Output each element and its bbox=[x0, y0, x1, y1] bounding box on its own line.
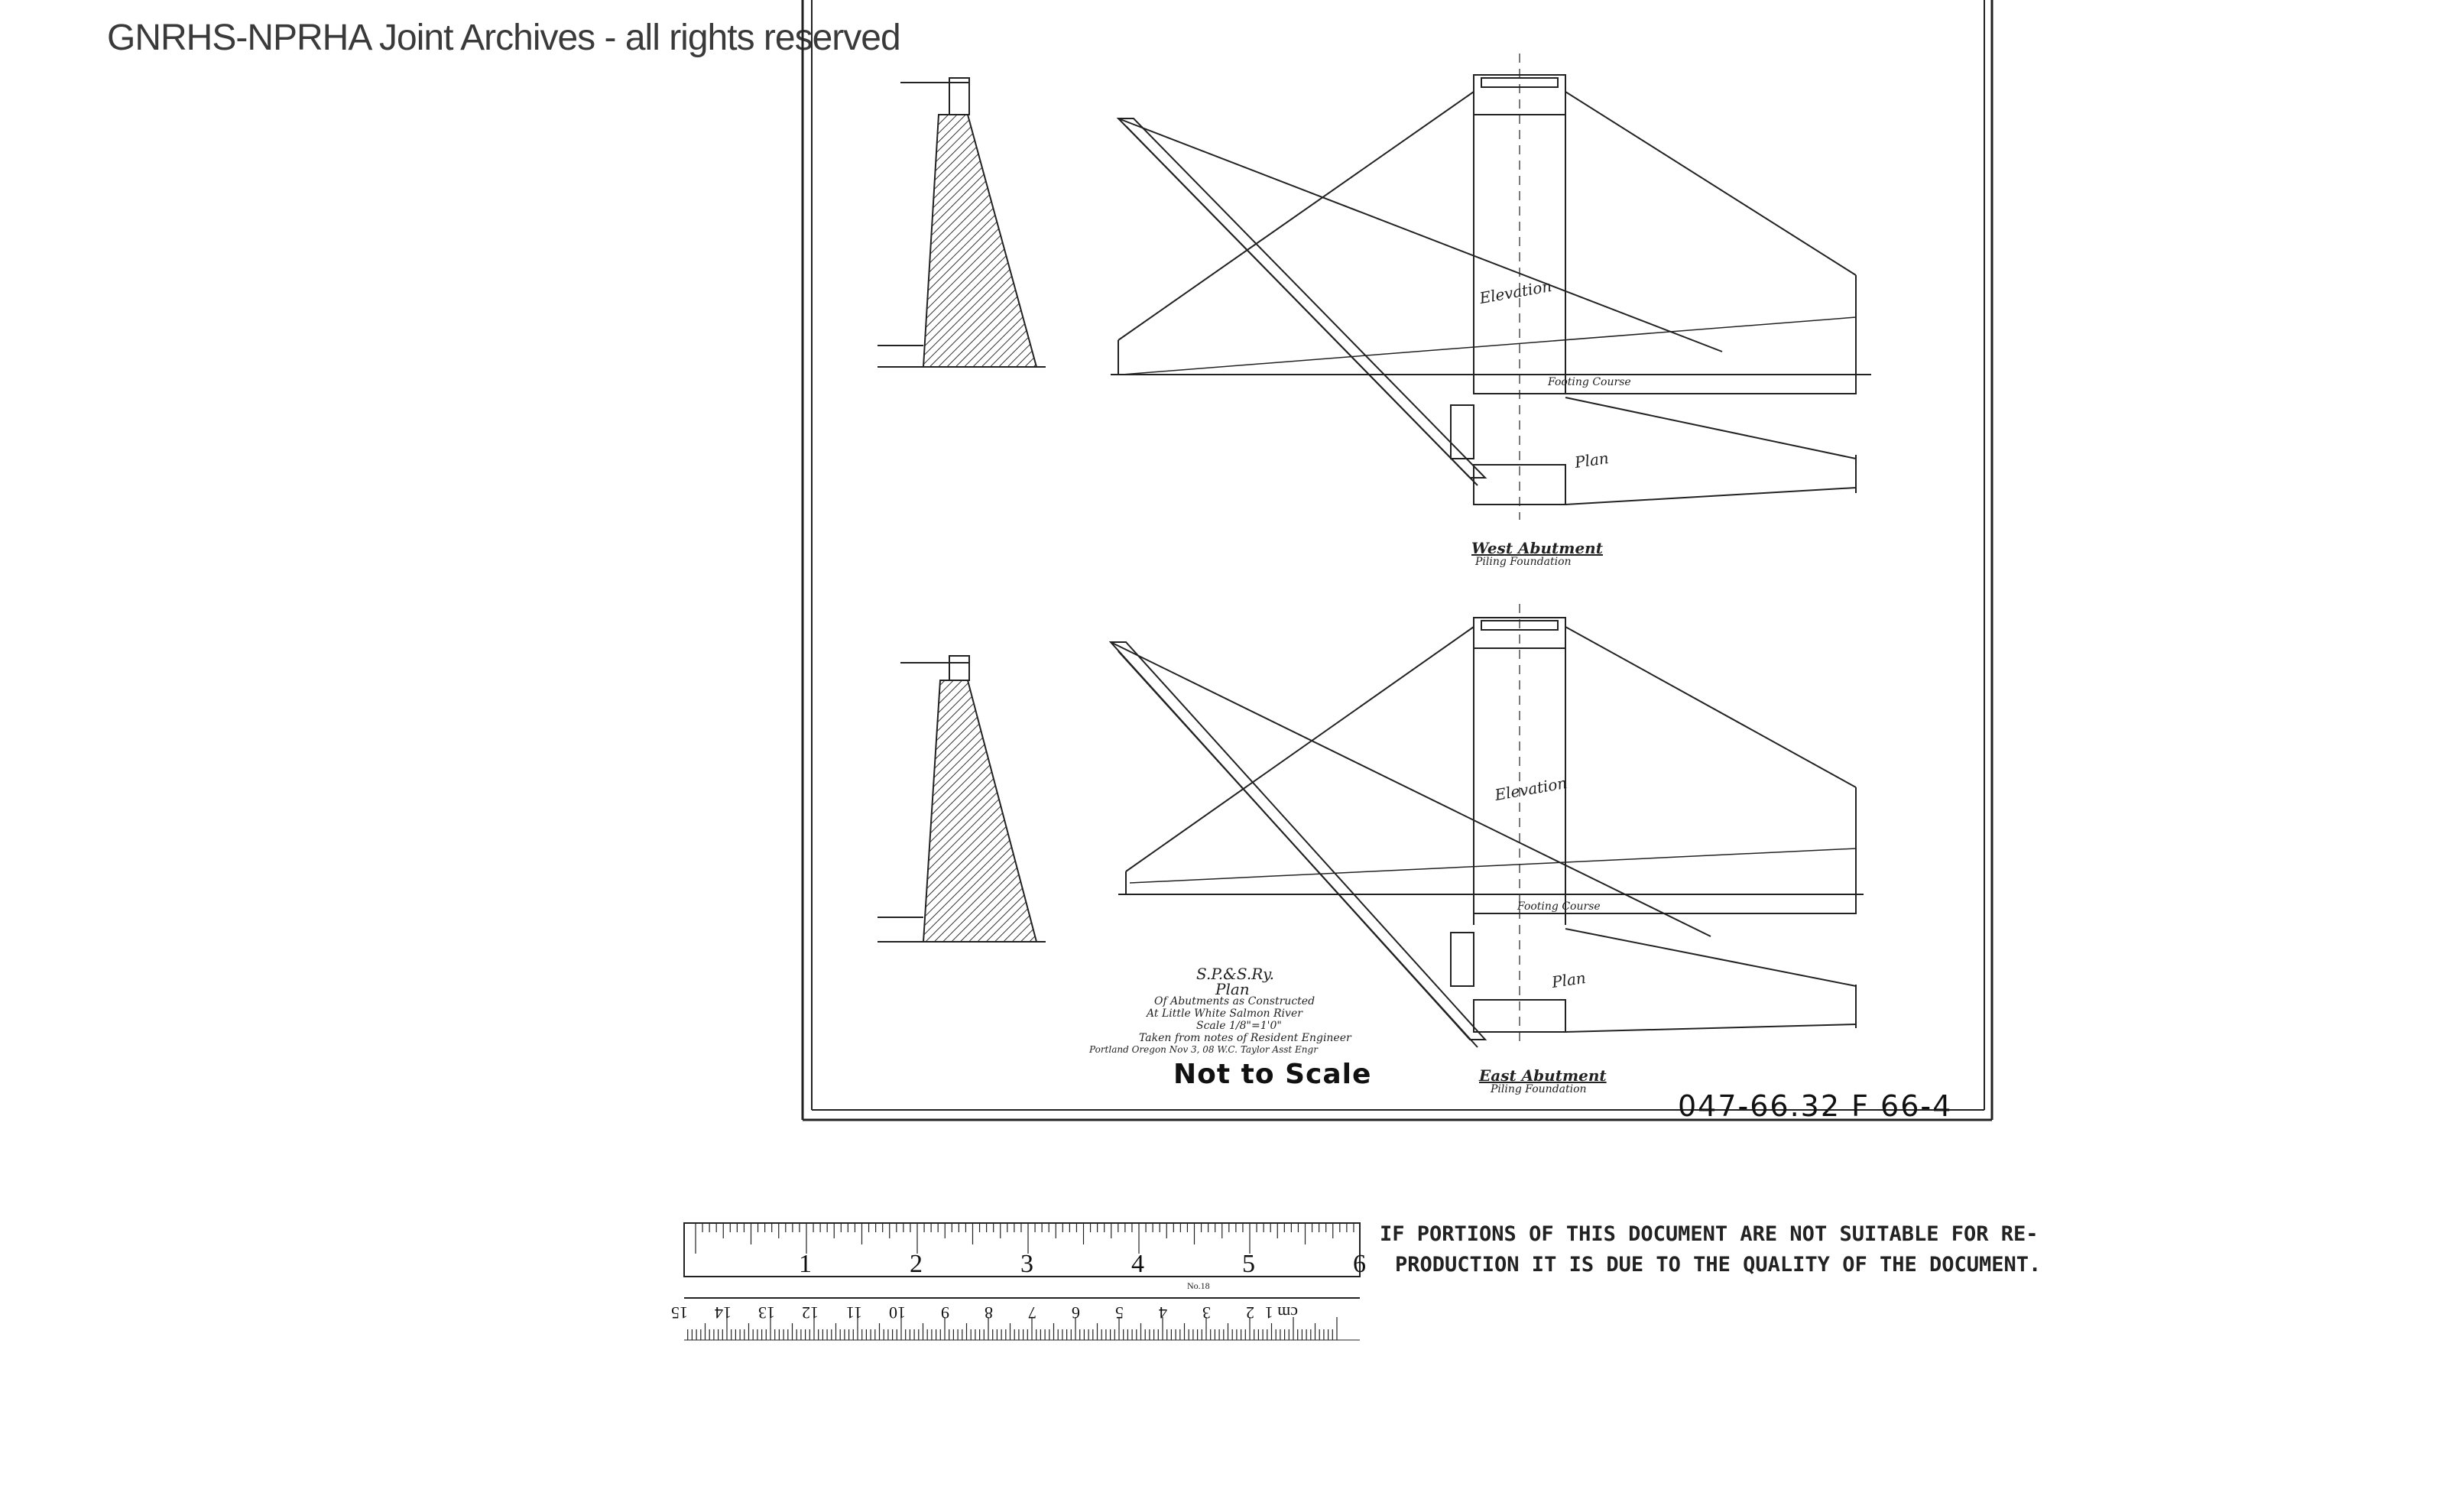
ruler-cm-label: 8 bbox=[985, 1303, 993, 1322]
ruler-cm-label: 12 bbox=[802, 1303, 819, 1322]
ruler-cm-label: 4 bbox=[1159, 1303, 1167, 1322]
ruler-cm-label: 14 bbox=[715, 1303, 732, 1322]
notice-line-2: PRODUCTION IT IS DUE TO THE QUALITY OF THE DOCUMENT. bbox=[1395, 1253, 2042, 1277]
ruler-cm-label: 6 bbox=[1072, 1303, 1080, 1322]
ruler-cm-label: 13 bbox=[758, 1303, 775, 1322]
ruler-brand: No.18 bbox=[1187, 1280, 1210, 1291]
title-line1: Of Abutments as Constructed bbox=[1154, 995, 1315, 1007]
ruler-cm-label: 15 bbox=[671, 1303, 688, 1322]
notice-line-1: IF PORTIONS OF THIS DOCUMENT ARE NOT SUITABLE FOR RE- bbox=[1380, 1222, 2039, 1246]
ruler-cm-label: 3 bbox=[1202, 1303, 1211, 1322]
east-footing-label: Footing Course bbox=[1517, 900, 1601, 913]
measuring-ruler bbox=[671, 1222, 1366, 1344]
west-abutment-subcaption: Piling Foundation bbox=[1475, 556, 1572, 568]
east-abutment-subcaption: Piling Foundation bbox=[1491, 1083, 1587, 1095]
west-footing-label: Footing Course bbox=[1548, 376, 1631, 388]
engineering-drawing bbox=[793, 0, 1993, 1131]
title-plan: Plan bbox=[1215, 980, 1250, 998]
west-plan-label: Plan bbox=[1573, 449, 1611, 472]
east-elevation-label: Elevation bbox=[1493, 773, 1569, 805]
ruler-cm-label: 5 bbox=[1115, 1303, 1124, 1322]
east-section bbox=[878, 656, 1046, 942]
ruler-cm-label: cm 1 bbox=[1264, 1303, 1298, 1322]
ruler-cm-label: 2 bbox=[1246, 1303, 1254, 1322]
archive-watermark: GNRHS-NPRHA Joint Archives - all rights reserved bbox=[107, 18, 900, 58]
ruler-inch-label: 3 bbox=[1020, 1250, 1033, 1278]
west-elevation-label: Elevation bbox=[1478, 276, 1553, 308]
title-line3: Taken from notes of Resident Engineer bbox=[1139, 1032, 1351, 1044]
title-railway: S.P.&S.Ry. bbox=[1196, 965, 1274, 983]
east-abutment-caption: East Abutment bbox=[1479, 1066, 1607, 1085]
document-number: 047-66.32 F 66-4 bbox=[1678, 1089, 1953, 1123]
ruler-inch-label: 4 bbox=[1131, 1250, 1144, 1278]
west-abutment-caption: West Abutment bbox=[1471, 539, 1603, 557]
ruler-inch-label: 6 bbox=[1353, 1250, 1366, 1278]
ruler-inch-label: 5 bbox=[1242, 1250, 1255, 1278]
ruler-cm-label: 9 bbox=[941, 1303, 949, 1322]
west-section bbox=[878, 78, 1046, 367]
ruler-cm-label: 7 bbox=[1028, 1303, 1036, 1322]
ruler-inch-label: 2 bbox=[910, 1250, 923, 1278]
title-scale: Scale 1/8"=1'0" bbox=[1196, 1020, 1282, 1032]
not-to-scale-note: Not to Scale bbox=[1173, 1059, 1372, 1090]
ruler-cm-label: 11 bbox=[845, 1303, 862, 1322]
title-line2: At Little White Salmon River bbox=[1147, 1007, 1302, 1020]
title-line4: Portland Oregon Nov 3, 08 W.C. Taylor Asst Engr bbox=[1089, 1044, 1318, 1055]
quality-notice bbox=[1380, 1219, 2042, 1280]
ruler-cm-label: 10 bbox=[889, 1303, 906, 1322]
east-plan-label: Plan bbox=[1550, 969, 1588, 991]
ruler-inch-label: 1 bbox=[799, 1250, 812, 1278]
